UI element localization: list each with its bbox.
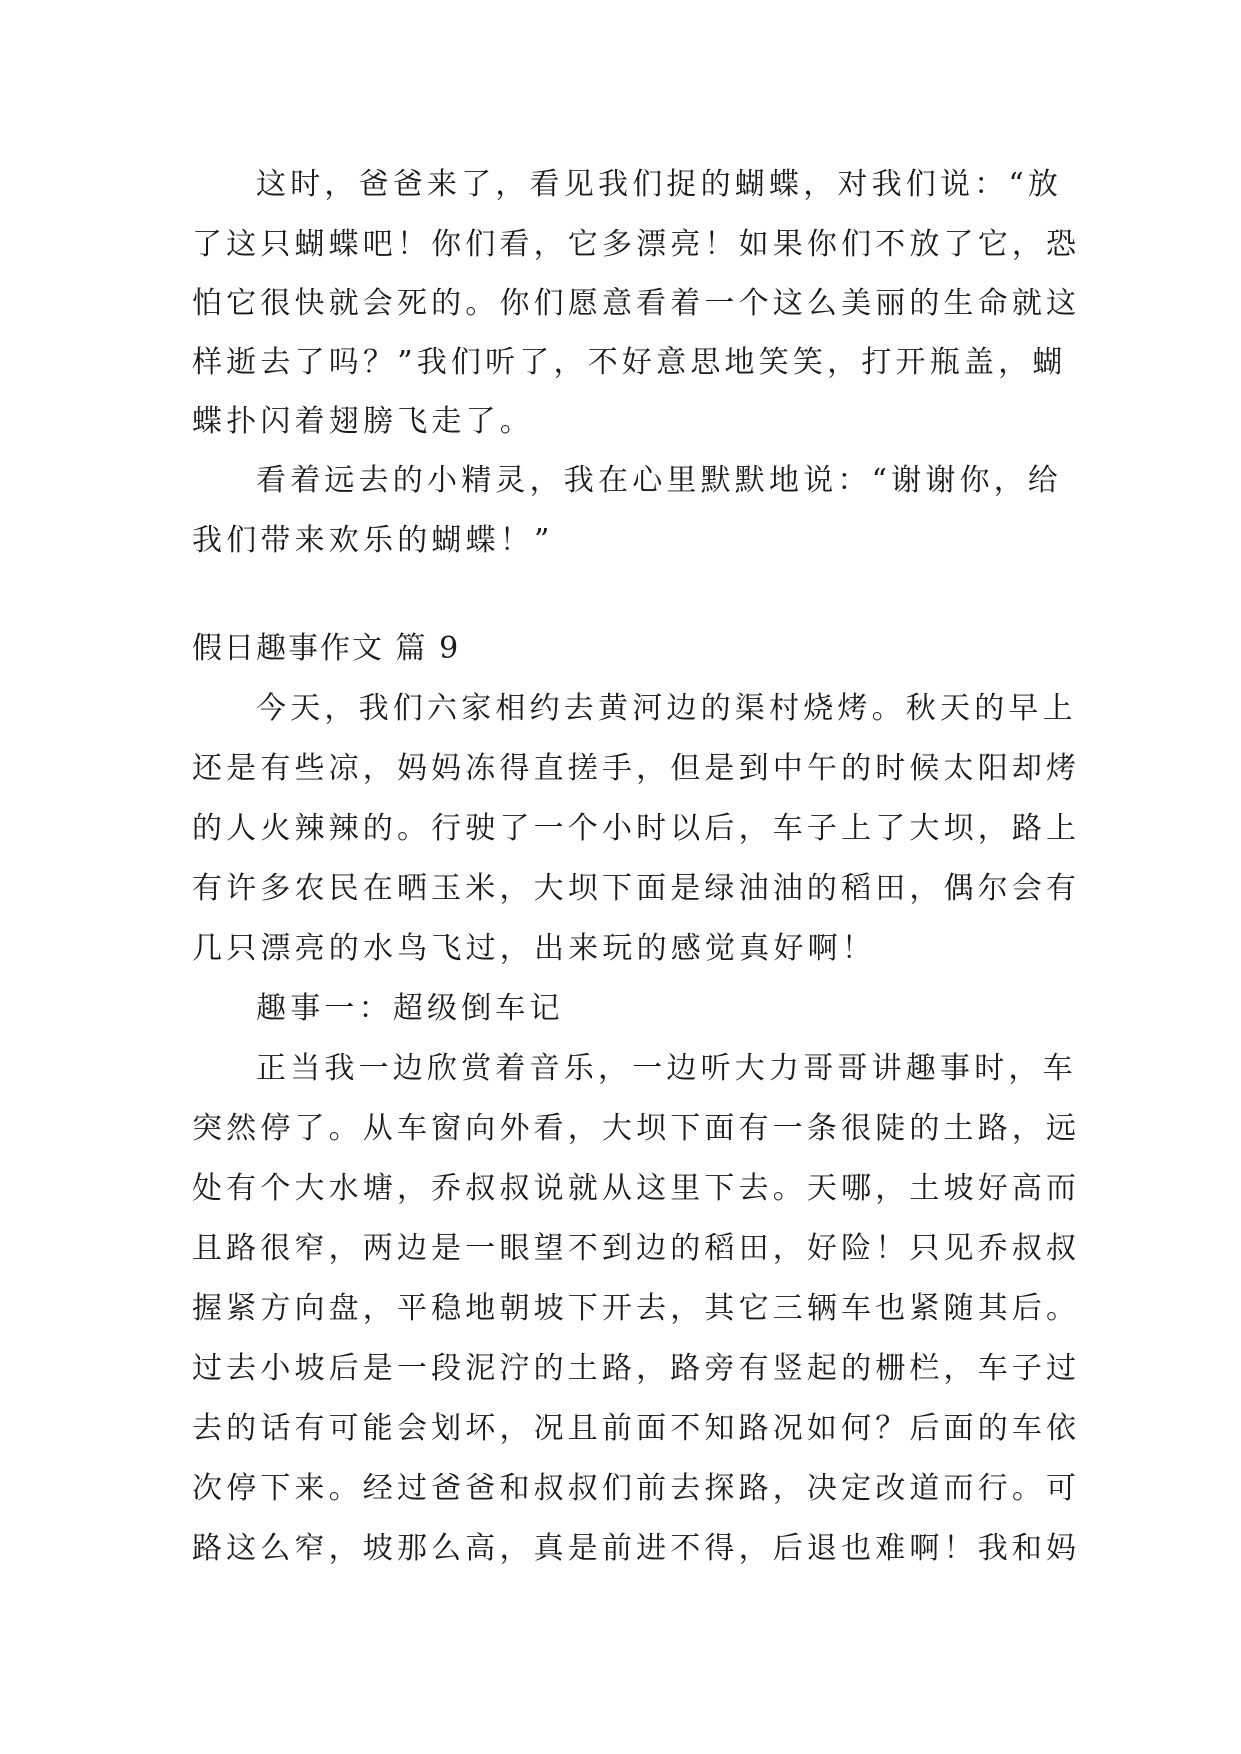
text-line: 次停下来。经过爸爸和叔叔们前去探路，决定改道而行。可 [192, 1471, 1081, 1506]
text-line: 突然停了。从车窗向外看，大坝下面有一条很陡的土路，远 [192, 1111, 1081, 1146]
text-line: 怕它很快就会死的。你们愿意看着一个这么美丽的生命就这 [192, 286, 1081, 321]
text-line: 还是有些凉，妈妈冻得直搓手，但是到中午的时候太阳却烤 [192, 751, 1081, 786]
text-line: 看着远去的小精灵，我在心里默默地说：“谢谢你，给 [256, 463, 1063, 498]
text-line: 握紧方向盘，平稳地朝坡下开去，其它三辆车也紧随其后。 [192, 1291, 1081, 1326]
section-heading: 假日趣事作文 篇 9 [192, 631, 461, 666]
text-line: 的人火辣辣的。行驶了一个小时以后，车子上了大坝，路上 [192, 811, 1081, 846]
text-line: 去的话有可能会划坏，况且前面不知路况如何？后面的车依 [192, 1411, 1081, 1446]
text-line: 且路很窄，两边是一眼望不到边的稻田，好险！只见乔叔叔 [192, 1231, 1081, 1266]
text-line: 过去小坡后是一段泥泞的土路，路旁有竖起的栅栏，车子过 [192, 1351, 1081, 1386]
text-line: 处有个大水塘，乔叔叔说就从这里下去。天哪，土坡好高而 [192, 1171, 1081, 1206]
text-line: 蝶扑闪着翅膀飞走了。 [192, 404, 534, 439]
text-line: 这时，爸爸来了，看见我们捉的蝴蝶，对我们说：“放 [256, 167, 1063, 202]
text-line: 正当我一边欣赏着音乐，一边听大力哥哥讲趣事时，车 [256, 1051, 1077, 1086]
text-line: 几只漂亮的水鸟飞过，出来玩的感觉真好啊！ [192, 931, 876, 966]
text-line: 我们带来欢乐的蝴蝶！” [192, 523, 554, 558]
text-line: 路这么窄，坡那么高，真是前进不得，后退也难啊！我和妈 [192, 1531, 1081, 1566]
subheading: 趣事一：超级倒车记 [256, 991, 564, 1026]
text-line: 今天，我们六家相约去黄河边的渠村烧烤。秋天的早上 [256, 691, 1077, 726]
text-line: 样逝去了吗？”我们听了，不好意思地笑笑，打开瓶盖，蝴 [192, 345, 1067, 380]
text-line: 有许多农民在晒玉米，大坝下面是绿油油的稻田，偶尔会有 [192, 871, 1081, 906]
text-line: 了这只蝴蝶吧！你们看，它多漂亮！如果你们不放了它，恐 [192, 227, 1081, 262]
